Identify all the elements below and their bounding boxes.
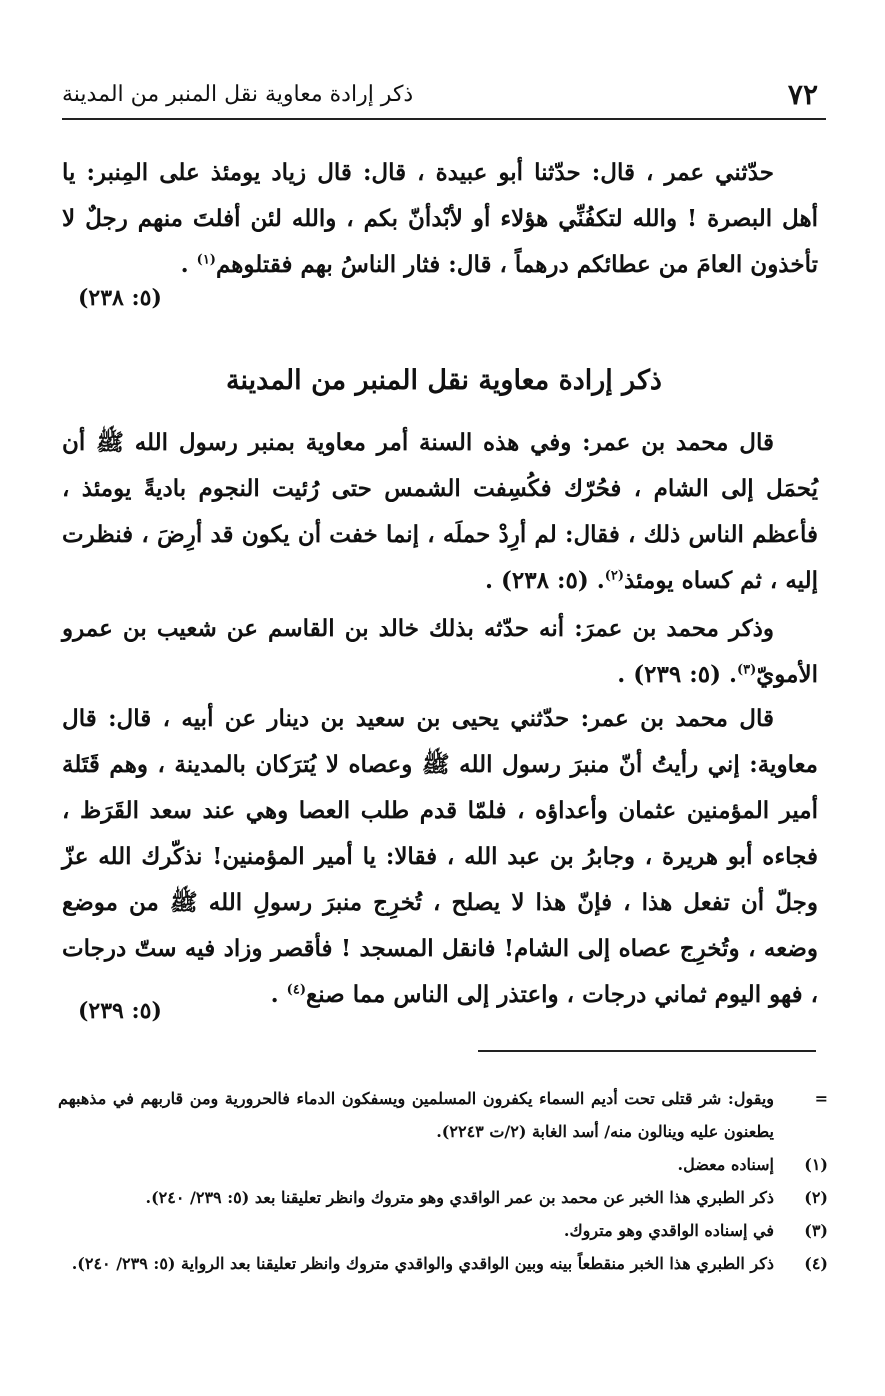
paragraph-3 [62,606,818,698]
footnote-3 [58,1214,828,1247]
paragraph-2-end: . (٥: ٢٣٨) . [484,567,605,594]
paragraph-1-end: . [180,251,197,278]
footnote-text: في إسناده الواقدي وهو متروك. [563,1221,774,1240]
paragraph-2 [62,420,818,604]
running-header-title: ذكر إرادة معاوية نقل المنبر من المدينة [62,82,414,107]
source-reference-4: (٥: ٢٣٩) [78,998,162,1024]
paragraph-3-end: . (٥: ٢٣٩) . [617,661,737,688]
footnote-mark: (٢) [804,1188,828,1207]
footnote-2 [58,1181,828,1214]
footnote-text: ذكر الطبري هذا الخبر عن محمد بن عمر الواقدي وهو متروك وانظر تعليقنا بعد (٥: ٢٣٩/ ٢٤٠). [145,1188,774,1207]
footnote-text: إسناده معضل. [677,1155,774,1174]
footnote-ref-2: (٢) [604,568,625,584]
paragraph-2-text: قال محمد بن عمر: وفي هذه السنة أمر معاوية بمنبر رسول الله ﷺ أن يُحمَل إلى الشام ، فحُرّك فكُسِفت الشمس حتى رُئيت النجوم باديةً يومئذ ، فأعظم الناس ذلك ، فقال: لم أرِدْ حملَه ، إنما خفت أن يكون قد أرِضَ ، فنظرت إليه ، ثم كساه يومئذ [62,429,818,594]
paragraph-3-text: وذكر محمد بن عمرَ: أنه حدّثه بذلك خالد بن القاسم عن شعيب بن عمرو الأمويّ [62,615,818,688]
footnote-text: ويقول: شر قتلى تحت أديم السماء يكفرون المسلمين ويسفكون الدماء فالحرورية ومن قاربهم في مذهبهم يطعنون عليه وينالون منه/ أسد الغابة (٢/ت ٢٢٤٣). [58,1089,774,1141]
source-reference-1: (٥: ٢٣٨) [78,285,162,311]
footnote-mark: = [814,1089,828,1108]
footnote-ref-4: (٤) [286,982,306,998]
footnote-4 [58,1247,828,1280]
footnote-separator [478,1050,816,1052]
footnotes [58,1082,828,1280]
paragraph-1 [62,150,818,288]
footnote-continuation [58,1082,828,1148]
footnote-ref-3: (٣) [736,662,757,678]
footnote-mark: (١) [804,1155,828,1174]
footnote-mark: (٣) [804,1221,828,1240]
paragraph-4-end: . [270,981,287,1008]
page-number: ٧٢ [787,78,818,111]
running-header [62,78,826,120]
paragraph-4 [62,696,818,1018]
footnote-ref-1: (١) [196,252,216,268]
footnote-1 [58,1148,828,1181]
section-heading: ذكر إرادة معاوية نقل المنبر من المدينة [226,365,662,396]
footnote-text: ذكر الطبري هذا الخبر منقطعاً بينه وبين الواقدي والواقدي متروك وانظر تعليقنا بعد الرواية (٥: ٢٣٩/ ٢٤٠). [71,1254,774,1273]
footnote-mark: (٤) [804,1254,828,1273]
paragraph-1-text: حدّثني عمر ، قال: حدّثنا أبو عبيدة ، قال: قال زياد يومئذ على المِنبر: يا أهل البصرة ! والله لتكفُنِّي هؤلاء أو لأبْدأنّ بكم ، والله لئن أفلتَ منهم رجلٌ لا تأخذون العامَ من عطائكم درهماً ، قال: فثار الناسُ بهم فقتلوهم [62,159,818,278]
paragraph-4-text: قال محمد بن عمر: حدّثني يحيى بن سعيد بن دينار عن أبيه ، قال: قال معاوية: إني رأيتُ أنّ منبرَ رسول الله ﷺ وعصاه لا يُترَكان بالمدينة ، وهم قَتَلة أمير المؤمنين عثمان وأعداؤه ، فلمّا قدم طلب العصا وهي عند سعد القَرَظ ، فجاءه أبو هريرة ، وجابرُ بن عبد الله ، فقالا: يا أمير المؤمنين! نذكّرك الله عزّ وجلّ أن تفعل هذا ، فإنّ هذا لا يصلح ، تُخرِج منبرَ رسولِ الله ﷺ من موضع وضعه ، وتُخرِج عصاه إلى الشام! فانقل المسجد ! فأقصر وزاد فيه ستّ درجات ، فهو اليوم ثماني درجات ، واعتذر إلى الناس مما صنع [62,705,818,1008]
